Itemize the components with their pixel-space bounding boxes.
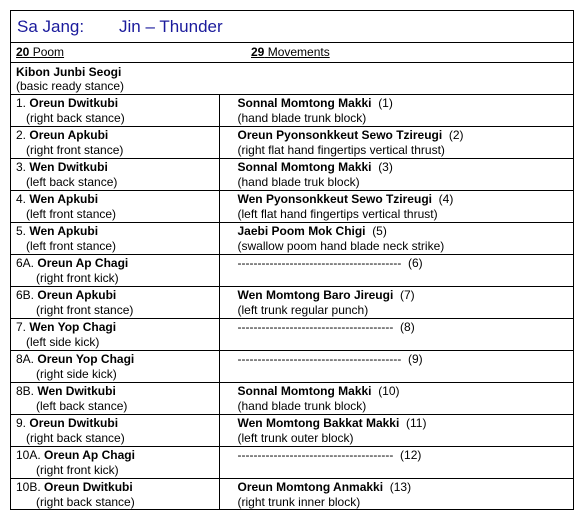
- table-row: [11, 351, 573, 383]
- stance-desc: (right front stance): [26, 143, 124, 157]
- movement-cell: [219, 159, 573, 191]
- stance-name: Oreun Ap Chagi: [44, 448, 135, 462]
- stance-cell: [11, 447, 219, 479]
- movement-name: Sonnal Momtong Makki: [237, 384, 372, 398]
- stance-name: Oreun Dwitkubi: [29, 416, 119, 430]
- stance-cell: [11, 191, 219, 223]
- ready-stance-name: Kibon Junbi Seogi: [16, 65, 122, 79]
- movement-cell: [219, 287, 573, 319]
- movement-cell: [219, 447, 573, 479]
- count-row: [11, 43, 573, 63]
- movement-desc: (hand blade trunk block): [237, 399, 367, 413]
- stance-desc: (right back stance): [26, 111, 125, 125]
- movement-name: Jaebi Poom Mok Chigi: [237, 224, 366, 238]
- stance-desc: (left front stance): [26, 239, 117, 253]
- movement-desc: (left trunk regular punch): [237, 303, 369, 317]
- movement-name: Wen Pyonsonkkeut Sewo Tzireugi: [237, 192, 432, 206]
- stance-name: Oreun Dwitkubi: [29, 96, 119, 110]
- stance-cell: [11, 479, 219, 511]
- stance-name: Wen Yop Chagi: [29, 320, 117, 334]
- movement-number: (4): [438, 192, 454, 206]
- stance-desc: (right side kick): [36, 367, 117, 381]
- stance-desc: (left front stance): [26, 207, 117, 221]
- movement-count: [251, 43, 330, 62]
- stance-name: Oreun Ap Chagi: [37, 256, 129, 270]
- movement-cell: [219, 479, 573, 511]
- table-row: [11, 287, 573, 319]
- poomsae-sheet: [10, 10, 574, 510]
- step-number: 7.: [16, 320, 27, 334]
- movement-number: (6): [408, 256, 423, 270]
- table-row: [11, 255, 573, 287]
- stance-cell: [11, 383, 219, 415]
- step-number: 4.: [16, 192, 27, 206]
- poom-count-label: Poom: [29, 45, 65, 59]
- movement-desc: (left flat hand fingertips vertical thrust): [237, 207, 438, 221]
- stance-cell: [11, 127, 219, 159]
- movement-cell: [219, 95, 573, 127]
- stance-cell: [11, 351, 219, 383]
- movement-name: Oreun Momtong Anmakki: [237, 480, 384, 494]
- poom-count: [16, 43, 64, 62]
- step-number: 8A.: [16, 352, 35, 366]
- table-row: [11, 223, 573, 255]
- stance-name: Wen Apkubi: [29, 224, 99, 238]
- movement-count-number: 29: [251, 45, 265, 59]
- movement-cell: [219, 127, 573, 159]
- movement-name: ---------------------------------------: [237, 448, 394, 462]
- stance-cell: [11, 95, 219, 127]
- movement-number: (10): [378, 384, 400, 398]
- movement-desc: (right trunk inner block): [237, 495, 361, 509]
- table-row: [11, 95, 573, 127]
- movement-desc: (right flat hand fingertips vertical thrust): [237, 143, 445, 157]
- movement-cell: [219, 415, 573, 447]
- movement-number: (9): [408, 352, 423, 366]
- table-row: [11, 159, 573, 191]
- ready-stance-row: [11, 63, 573, 95]
- stance-cell: [11, 415, 219, 447]
- step-number: 8B.: [16, 384, 35, 398]
- title-row: [11, 11, 573, 43]
- stance-desc: (right back stance): [36, 495, 135, 509]
- movement-number: (13): [389, 480, 412, 494]
- step-number: 5.: [16, 224, 27, 238]
- form-name: Sa Jang:: [17, 17, 85, 36]
- movement-cell: [219, 223, 573, 255]
- movement-name: Wen Momtong Bakkat Makki: [237, 416, 400, 430]
- stance-cell: [11, 223, 219, 255]
- step-number: 1.: [16, 96, 27, 110]
- table-row: [11, 479, 573, 511]
- step-number: 9.: [16, 416, 27, 430]
- poom-count-number: 20: [16, 45, 30, 59]
- stance-name: Oreun Apkubi: [29, 128, 109, 142]
- step-number: 10B.: [16, 480, 41, 494]
- form-subtitle: Jin – Thunder: [119, 17, 223, 36]
- stance-desc: (left side kick): [26, 335, 100, 349]
- movement-cell: [219, 191, 573, 223]
- table-row: [11, 127, 573, 159]
- movement-number: (7): [399, 288, 415, 302]
- step-number: 10A.: [16, 448, 41, 462]
- stance-cell: [11, 319, 219, 351]
- movement-desc: (swallow poom hand blade neck strike): [237, 239, 445, 253]
- step-number: 2.: [16, 128, 27, 142]
- movement-name: Wen Momtong Baro Jireugi: [237, 288, 394, 302]
- table-row: [11, 447, 573, 479]
- movement-number: (8): [400, 320, 415, 334]
- movement-name: ---------------------------------------: [237, 320, 394, 334]
- stance-name: Oreun Yop Chagi: [37, 352, 135, 366]
- movement-desc: (hand blade truk block): [237, 175, 360, 189]
- movement-number: (3): [378, 160, 393, 174]
- stance-name: Wen Dwitkubi: [37, 384, 116, 398]
- stance-desc: (right front kick): [36, 271, 119, 285]
- table-row: [11, 319, 573, 351]
- movement-number: (11): [405, 416, 427, 430]
- step-number: 3.: [16, 160, 27, 174]
- movement-name: -----------------------------------------: [237, 352, 402, 366]
- movement-desc: (hand blade trunk block): [237, 111, 367, 125]
- stance-desc: (right front stance): [36, 303, 134, 317]
- movement-name: Sonnal Momtong Makki: [237, 96, 372, 110]
- movement-cell: [219, 383, 573, 415]
- movement-count-label: Movements: [264, 45, 330, 59]
- step-number: 6B.: [16, 288, 35, 302]
- stance-desc: (right back stance): [26, 431, 125, 445]
- movement-cell: [219, 255, 573, 287]
- movement-cell: [219, 351, 573, 383]
- stance-name: Oreun Apkubi: [37, 288, 117, 302]
- movements-table: [11, 95, 573, 510]
- table-row: [11, 191, 573, 223]
- movement-name: -----------------------------------------: [237, 256, 402, 270]
- movement-name: Sonnal Momtong Makki: [237, 160, 372, 174]
- stance-cell: [11, 255, 219, 287]
- stance-name: Wen Apkubi: [29, 192, 99, 206]
- movement-name: Oreun Pyonsonkkeut Sewo Tzireugi: [237, 128, 443, 142]
- stance-name: Wen Dwitkubi: [29, 160, 108, 174]
- stance-cell: [11, 159, 219, 191]
- movement-number: (2): [448, 128, 464, 142]
- stance-cell: [11, 287, 219, 319]
- stance-desc: (left back stance): [26, 175, 118, 189]
- movement-cell: [219, 319, 573, 351]
- movement-number: (5): [372, 224, 387, 238]
- ready-stance-desc: (basic ready stance): [16, 79, 125, 93]
- stance-desc: (right front kick): [36, 463, 119, 477]
- table-row: [11, 415, 573, 447]
- movement-desc: (left trunk outer block): [237, 431, 354, 445]
- stance-name: Oreun Dwitkubi: [44, 480, 133, 494]
- stance-desc: (left back stance): [36, 399, 128, 413]
- step-number: 6A.: [16, 256, 35, 270]
- movement-number: (12): [400, 448, 422, 462]
- movement-number: (1): [378, 96, 393, 110]
- table-row: [11, 383, 573, 415]
